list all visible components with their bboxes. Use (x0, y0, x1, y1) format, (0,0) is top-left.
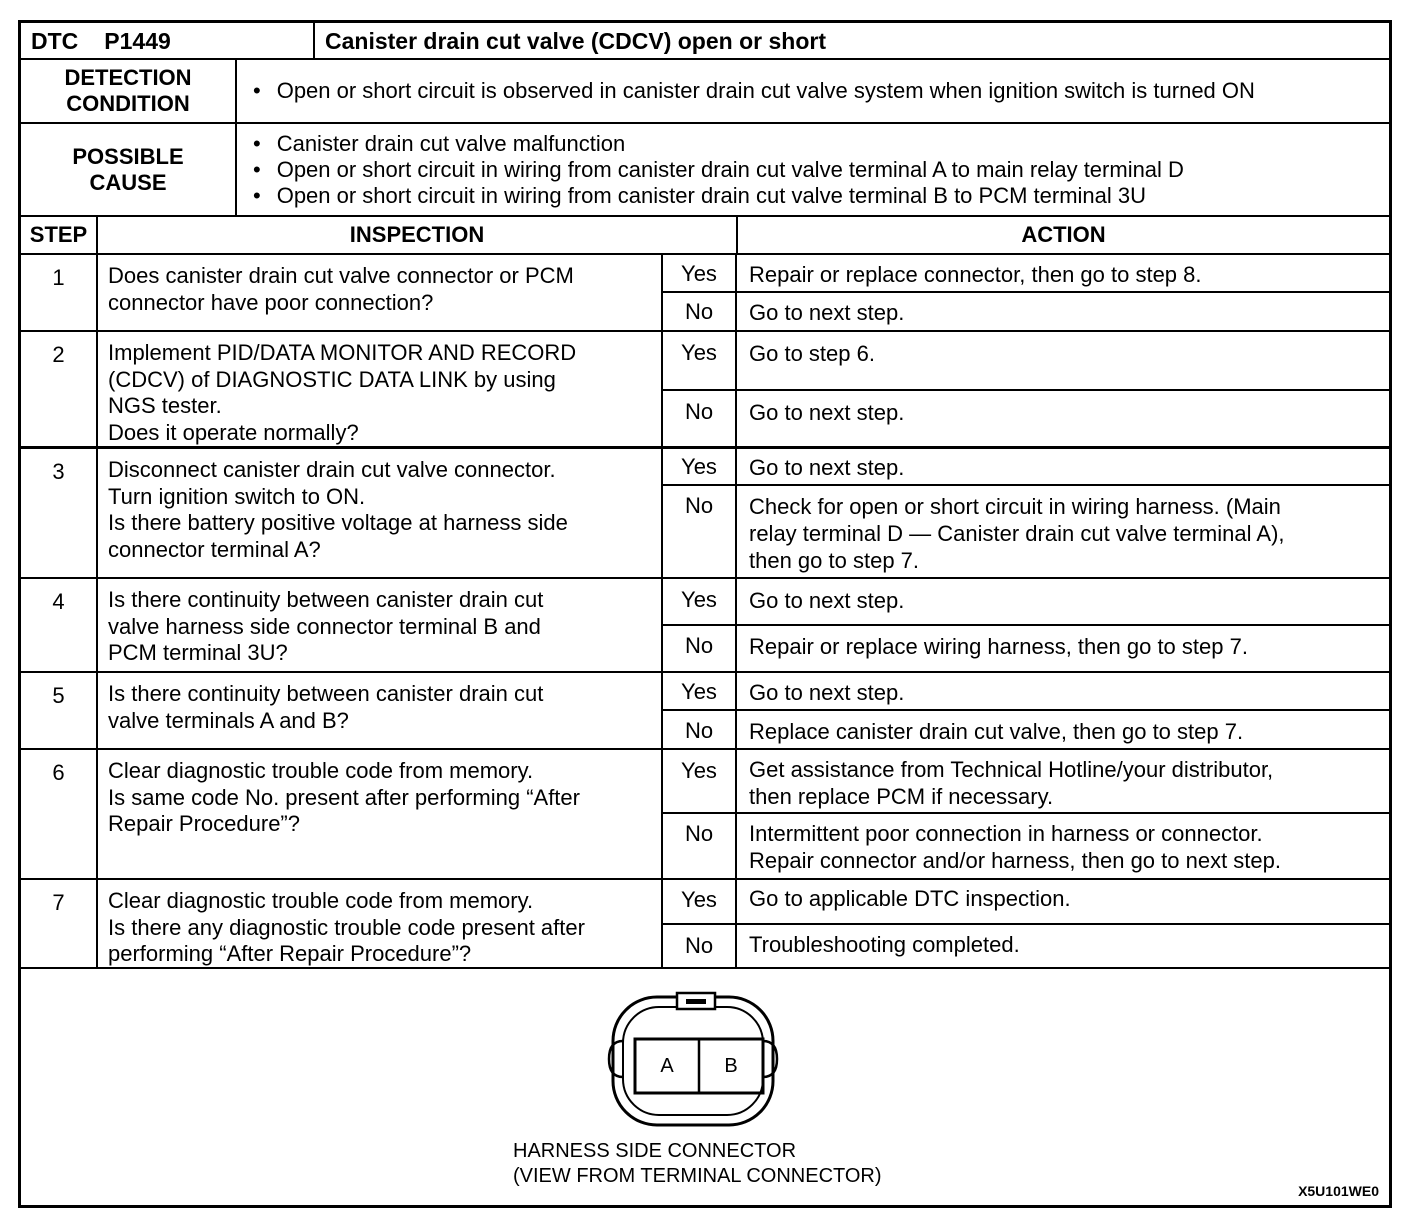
diagram-caption: HARNESS SIDE CONNECTOR (VIEW FROM TERMINAL CONNECTOR) (513, 1140, 882, 1187)
yes-action: Go to next step. (749, 680, 905, 705)
table-row (21, 449, 1389, 579)
dtc-title: Canister drain cut valve (CDCV) open or short (325, 28, 826, 54)
dtc-code: P1449 (104, 28, 171, 54)
no-action: Check for open or short circuit in wiring harness. (Main relay terminal D — Canister drain cut valve terminal A), then go to step 7. (749, 494, 1285, 573)
inspection-text: Does canister drain cut valve connector or PCM connector have poor connection? (108, 263, 574, 315)
inspection-text: Clear diagnostic trouble code from memory. Is there any diagnostic trouble code present after performing “After Repair Procedure”? (108, 888, 585, 966)
step-number: 4 (21, 579, 98, 671)
step-number: 2 (21, 332, 98, 446)
yes-label: Yes (681, 454, 717, 479)
inspection-column-header: INSPECTION (98, 217, 738, 255)
yes-label: Yes (681, 340, 717, 365)
detection-condition-text (253, 78, 1255, 104)
figure-code: X5U101WE0 (1298, 1183, 1379, 1199)
yes-label: Yes (681, 261, 717, 286)
possible-cause-item: • Canister drain cut valve malfunction (253, 131, 1184, 157)
possible-cause-row (21, 124, 1389, 217)
yes-label: Yes (681, 679, 717, 704)
row-divider (661, 709, 1389, 711)
step-number: 3 (21, 449, 98, 577)
no-label: No (684, 633, 714, 658)
yes-action: Go to step 6. (749, 341, 875, 366)
yes-action: Go to next step. (749, 588, 905, 613)
terminal-a-label: A (660, 1055, 674, 1077)
row-divider (661, 291, 1389, 293)
step-column-header: STEP (21, 217, 98, 255)
possible-cause-list (253, 131, 1184, 209)
dtc-code-cell (21, 23, 315, 58)
no-action: Replace canister drain cut valve, then go to step 7. (749, 719, 1244, 744)
yes-action: Go to next step. (749, 455, 905, 480)
inspection-text: Clear diagnostic trouble code from memory. Is same code No. present after performing “After Repair Procedure”? (108, 758, 580, 836)
action-column-header: ACTION (738, 217, 1389, 255)
no-action: Go to next step. (749, 400, 905, 425)
table-row (21, 332, 1389, 449)
dtc-label: DTC (31, 28, 79, 54)
yes-action: Repair or replace connector, then go to step 8. (749, 262, 1202, 287)
no-action: Go to next step. (749, 300, 905, 325)
row-divider (661, 484, 1389, 486)
inspection-text: Implement PID/DATA MONITOR AND RECORD (CDCV) of DIAGNOSTIC DATA LINK by using NGS tester. Does it operate normally? (108, 340, 577, 445)
no-label: No (684, 299, 714, 324)
possible-cause-item: • Open or short circuit in wiring from canister drain cut valve terminal B to PCM terminal 3U (253, 183, 1184, 209)
yes-action: Get assistance from Technical Hotline/your distributor, then replace PCM if necessary. (749, 757, 1274, 809)
table-row (21, 750, 1389, 880)
step-number: 6 (21, 750, 98, 878)
no-label: No (684, 493, 714, 518)
step-number: 7 (21, 880, 98, 967)
inspection-text: Is there continuity between canister drain cut valve harness side connector terminal B and PCM terminal 3U? (108, 587, 544, 665)
yes-action: Go to applicable DTC inspection. (749, 886, 1071, 911)
no-action: Repair or replace wiring harness, then go to step 7. (749, 634, 1248, 659)
no-label: No (684, 933, 714, 958)
no-action: Intermittent poor connection in harness or connector. Repair connector and/or harness, then go to next step. (749, 821, 1281, 873)
possible-cause-item: • Open or short circuit in wiring from canister drain cut valve terminal A to main relay terminal D (253, 157, 1184, 183)
detection-condition-label: DETECTION CONDITION (21, 60, 237, 122)
terminal-b-label: B (724, 1055, 738, 1077)
yes-label: Yes (681, 587, 717, 612)
connector-diagram-panel (21, 969, 1389, 1205)
table-row (21, 255, 1389, 332)
table-row (21, 880, 1389, 969)
no-label: No (684, 399, 714, 424)
no-label: No (684, 821, 714, 846)
yes-label: Yes (681, 758, 717, 783)
possible-cause-label: POSSIBLE CAUSE (21, 124, 237, 215)
step-number: 5 (21, 673, 98, 748)
row-divider (661, 812, 1389, 814)
inspection-text: Disconnect canister drain cut valve connector. Turn ignition switch to ON. Is there battery positive voltage at harness side connector terminal A? (108, 457, 568, 562)
yes-label: Yes (681, 887, 717, 912)
dtc-header-row (21, 23, 1389, 60)
step-number: 1 (21, 255, 98, 330)
no-action: Troubleshooting completed. (749, 932, 1020, 957)
row-divider (661, 923, 1389, 925)
row-divider (661, 389, 1389, 391)
table-row (21, 673, 1389, 750)
detection-condition-row (21, 60, 1389, 124)
dtc-sheet (18, 20, 1392, 1208)
row-divider (661, 624, 1389, 626)
table-row (21, 579, 1389, 673)
detection-item: • Open or short circuit is observed in canister drain cut valve system when ignition switch is turned ON (253, 78, 1255, 104)
inspection-text: Is there continuity between canister drain cut valve terminals A and B? (108, 681, 544, 733)
no-label: No (684, 718, 714, 743)
